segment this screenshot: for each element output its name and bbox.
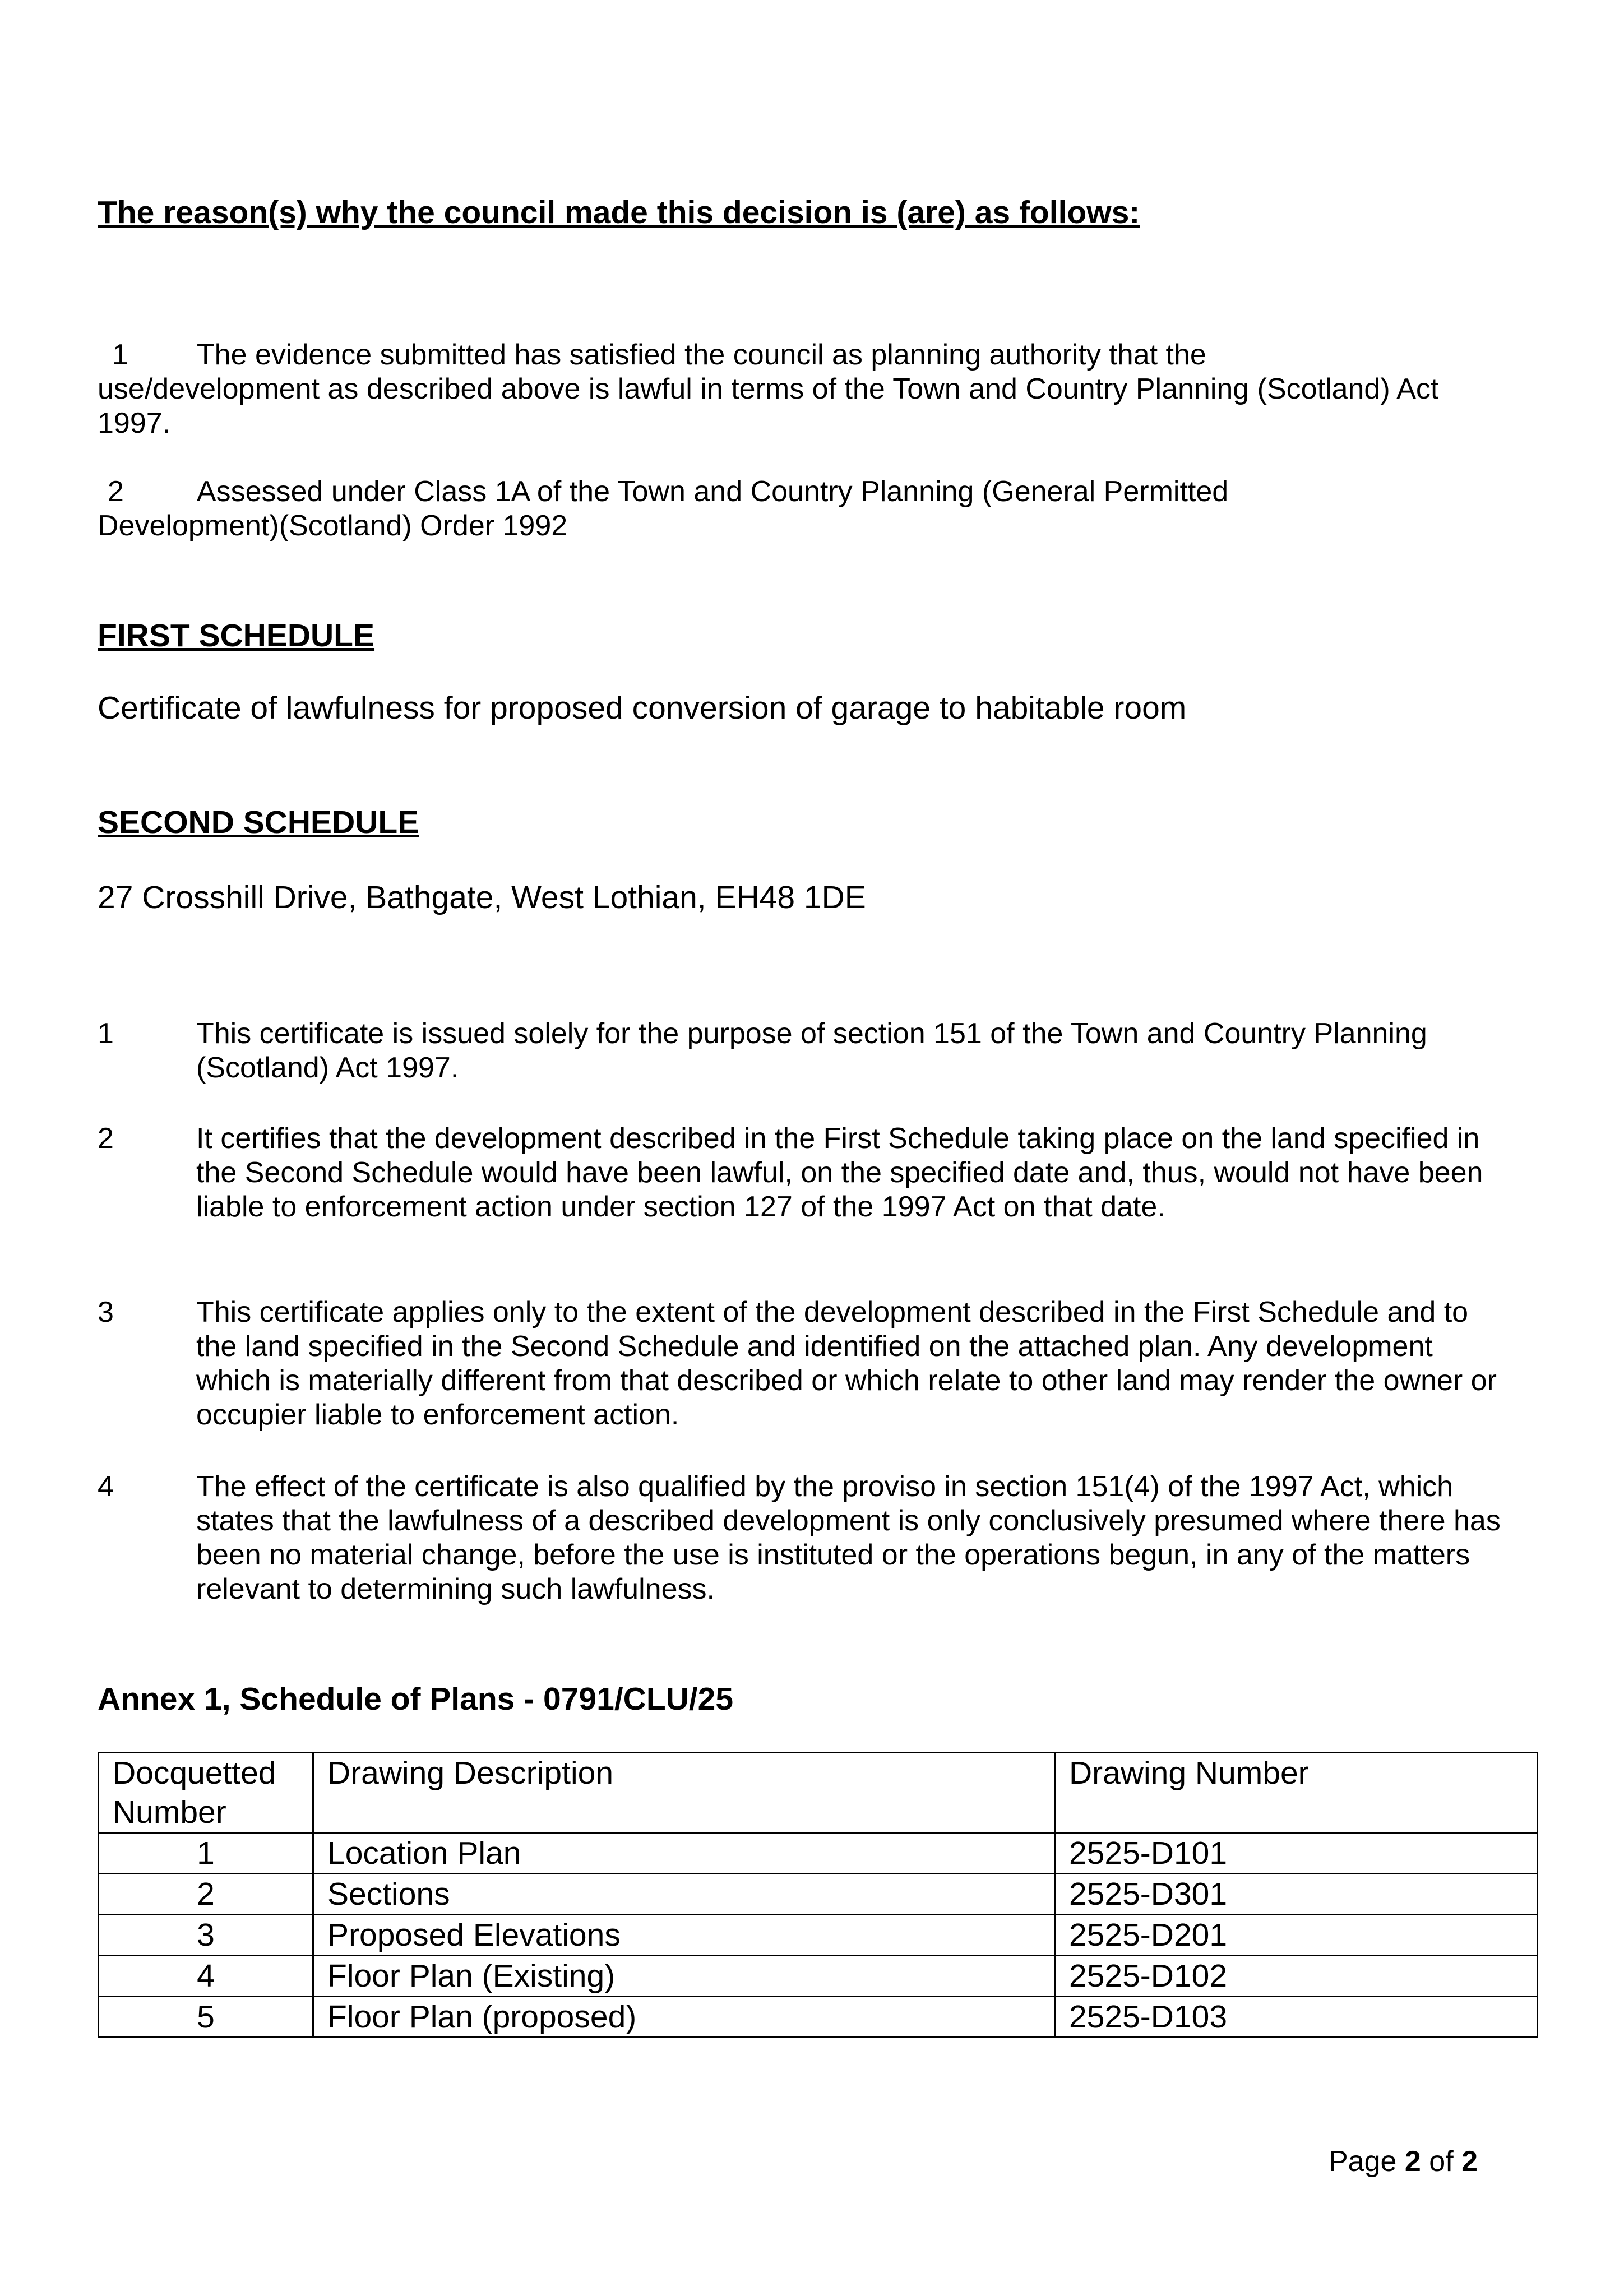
cell-drawing-number: 2525-D101 <box>1055 1833 1538 1874</box>
cell-drawing-number: 2525-D201 <box>1055 1915 1538 1956</box>
condition-number: 4 <box>98 1470 114 1503</box>
table-row <box>99 1915 1538 1956</box>
reason-item-1 <box>98 338 1499 441</box>
cell-drawing-description: Proposed Elevations <box>313 1915 1055 1956</box>
reason-number: 2 <box>108 475 124 508</box>
condition-number: 2 <box>98 1122 114 1155</box>
reason-number: 1 <box>112 339 128 371</box>
cell-drawing-number: 2525-D103 <box>1055 1997 1538 2038</box>
reason-item-2 <box>98 475 1499 543</box>
condition-text: It certifies that the development described in the First Schedule taking place on the land specified in the Second Schedule would have been lawful, on the specified date and, thus, would not have been liable to enforcement action under section 127 of the 1997 Act on that date. <box>196 1122 1483 1223</box>
table-row <box>99 1956 1538 1997</box>
cell-docquetted-number: 5 <box>99 1997 313 2038</box>
table-header-row <box>99 1753 1538 1833</box>
condition-number: 1 <box>98 1017 114 1050</box>
table-row <box>99 1997 1538 2038</box>
reason-text-first-line: The evidence submitted has satisfied the council as planning authority that the <box>196 339 1206 371</box>
page-label: Page <box>1329 2145 1397 2178</box>
first-schedule-text: Certificate of lawfulness for proposed conversion of garage to habitable room <box>98 690 1187 726</box>
reason-text-rest: Development)(Scotland) Order 1992 <box>98 510 568 542</box>
cell-docquetted-number: 3 <box>99 1915 313 1956</box>
cell-docquetted-number: 4 <box>99 1956 313 1997</box>
cell-docquetted-number: 2 <box>99 1874 313 1915</box>
page-of: of <box>1429 2145 1454 2178</box>
condition-number: 3 <box>98 1296 114 1328</box>
page-total: 2 <box>1461 2145 1478 2178</box>
annex-title: Annex 1, Schedule of Plans - 0791/CLU/25 <box>98 1681 734 1717</box>
cell-drawing-number: 2525-D102 <box>1055 1956 1538 1997</box>
cell-drawing-description: Sections <box>313 1874 1055 1915</box>
second-schedule-text: 27 Crosshill Drive, Bathgate, West Lothian, EH48 1DE <box>98 879 866 915</box>
reason-text-rest: use/development as described above is lawful in terms of the Town and Country Planning (Scotland) Act 1997. <box>98 373 1439 439</box>
cell-drawing-description: Location Plan <box>313 1833 1055 1874</box>
condition-text: This certificate applies only to the extent of the development described in the First Schedule and to the land specified in the Second Schedule and identified on the attached plan. Any development which is materially different from that described or which relate to other land may render the owner or occupier liable to enforcement action. <box>196 1296 1497 1431</box>
header-docquetted-number: Docquetted Number <box>99 1753 313 1833</box>
reason-text-first-line: Assessed under Class 1A of the Town and Country Planning (General Permitted <box>196 475 1229 508</box>
header-drawing-number: Drawing Number <box>1055 1753 1538 1833</box>
reasons-heading: The reason(s) why the council made this decision is (are) as follows: <box>98 195 1140 230</box>
table-row <box>99 1833 1538 1874</box>
page-current: 2 <box>1404 2145 1421 2178</box>
condition-text: This certificate is issued solely for the purpose of section 151 of the Town and Country Planning (Scotland) Act 1997. <box>196 1017 1427 1084</box>
header-drawing-description: Drawing Description <box>313 1753 1055 1833</box>
second-schedule-heading: SECOND SCHEDULE <box>98 804 419 840</box>
first-schedule-heading: FIRST SCHEDULE <box>98 618 375 654</box>
cell-drawing-description: Floor Plan (Existing) <box>313 1956 1055 1997</box>
cell-docquetted-number: 1 <box>99 1833 313 1874</box>
table-row <box>99 1874 1538 1915</box>
condition-text: The effect of the certificate is also qualified by the proviso in section 151(4) of the 1997 Act, which states that the lawfulness of a described development is only conclusively presumed where there has been no material change, before the use is instituted or the operations begun, in any of the matters relevant to determining such lawfulness. <box>196 1470 1501 1605</box>
page-number <box>1329 2145 1478 2179</box>
schedule-of-plans-table <box>98 1752 1538 2038</box>
cell-drawing-number: 2525-D301 <box>1055 1874 1538 1915</box>
cell-drawing-description: Floor Plan (proposed) <box>313 1997 1055 2038</box>
